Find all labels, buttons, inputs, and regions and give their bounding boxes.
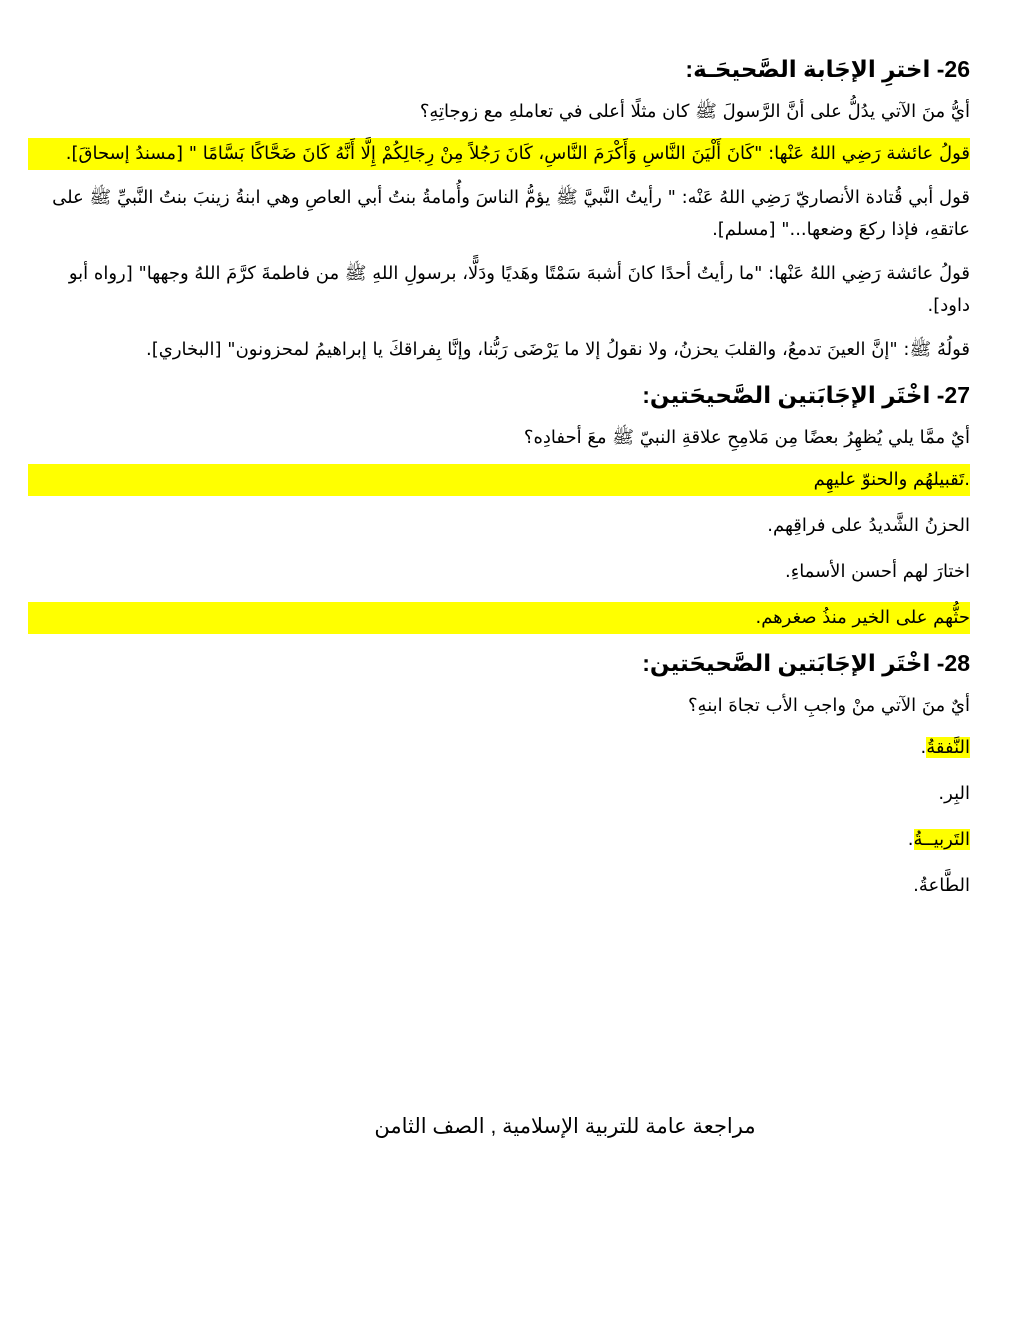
question-27-option-3: اختارَ لهم أحسن الأسماءِ. <box>785 561 970 582</box>
question-26-option-1-correct: قولُ عائشة رَضِي اللهُ عَنْها: "كَانَ أَلْيَنَ النَّاسِ وَأَكْرَمَ النَّاسِ، كَانَ رَجُلاً مِنْ رِجَالِكُمْ إِلَّا أَنَّهُ كَانَ ضَحَّاكًا بَسَّامًا " [مسندُ إسحاقَ]. <box>28 138 970 170</box>
question-28-heading: 28- اخْتَر الإجَابَتين الصَّحيحَتين: <box>642 650 970 676</box>
question-27-heading: 27- اخْتَر الإجَابَتين الصَّحيحَتين: <box>642 382 970 408</box>
question-28-option-2: البِر. <box>938 783 970 804</box>
question-27-text: أيٌ ممَّا يلي يُظهِرُ بعضًا مِن مَلامِحِ علاقةِ النبيّ ﷺ معَ أحفادِه؟ <box>523 427 970 448</box>
option-highlight: النَّفقةُ <box>926 737 970 758</box>
worksheet-page <box>28 52 970 916</box>
footer-text: مراجعة عامة للتربية الإسلامية , الصف الثامن <box>374 1115 756 1138</box>
option-highlight: التَربيــةُ <box>913 829 970 850</box>
question-26-text: أيُّ منَ الآتي يدُلُّ على أنَّ الرَّسولَ ﷺ كان مثلًا أعلى في تعاملهِ مع زوجاتِهِ؟ <box>419 101 970 122</box>
question-26-option-3: قولُ عائشة رَضِي اللهُ عَنْها: "ما رأيتُ أحدًا كانَ أشبهَ سَمْتًا وهَديًا ودَلًّا، برسولِ اللهِ ﷺ من فاطمةَ كرَّمَ اللهُ وجهها" [رواه أبو داود]. <box>68 263 970 316</box>
question-28-text: أيٌ منَ الآتي منْ واجبِ الأب تجاهَ ابنهِ؟ <box>687 695 970 716</box>
question-28-option-1-correct: النَّفقةُ. <box>920 737 970 758</box>
question-27-option-2: الحزنُ الشَّديدُ على فراقِهم. <box>767 515 970 536</box>
page-footer <box>0 1112 1020 1142</box>
question-26-heading: 26- اخترِ الإجَابة الصَّحيحَـة: <box>685 56 970 82</box>
question-26-option-2: قول أبي قُتادة الأنصاريّ رَضِي اللهُ عَنْه: " رأيتُ النَّبيَّ ﷺ يؤمُّ الناسَ وأُمامةُ بنتُ أبي العاصِ وهي ابنةُ زينبَ بنتُ النَّبيِّ ﷺ على عاتقهِ، فإذا ركعَ وضعها..." [مسلم]. <box>52 187 970 240</box>
question-27-option-1-correct: .تَقبيلهُم والحنوّ عليهِم <box>28 464 970 496</box>
question-28-option-4: الطَّاعةُ. <box>913 875 970 896</box>
question-28-option-3-correct: التَربيــةُ. <box>907 829 970 850</box>
question-27-option-4-correct: حثُّهم على الخير منذُ صغرهم. <box>28 602 970 634</box>
question-26-option-4: قولُهُ ﷺ: "إنَّ العينَ تدمعُ، والقلبَ يحزنُ، ولا نقولُ إلا ما يَرْضَى رَبُّنا، وإنَّا بِفراقكَ يا إبراهيمُ لمحزونون" [البخاري]. <box>146 339 970 360</box>
